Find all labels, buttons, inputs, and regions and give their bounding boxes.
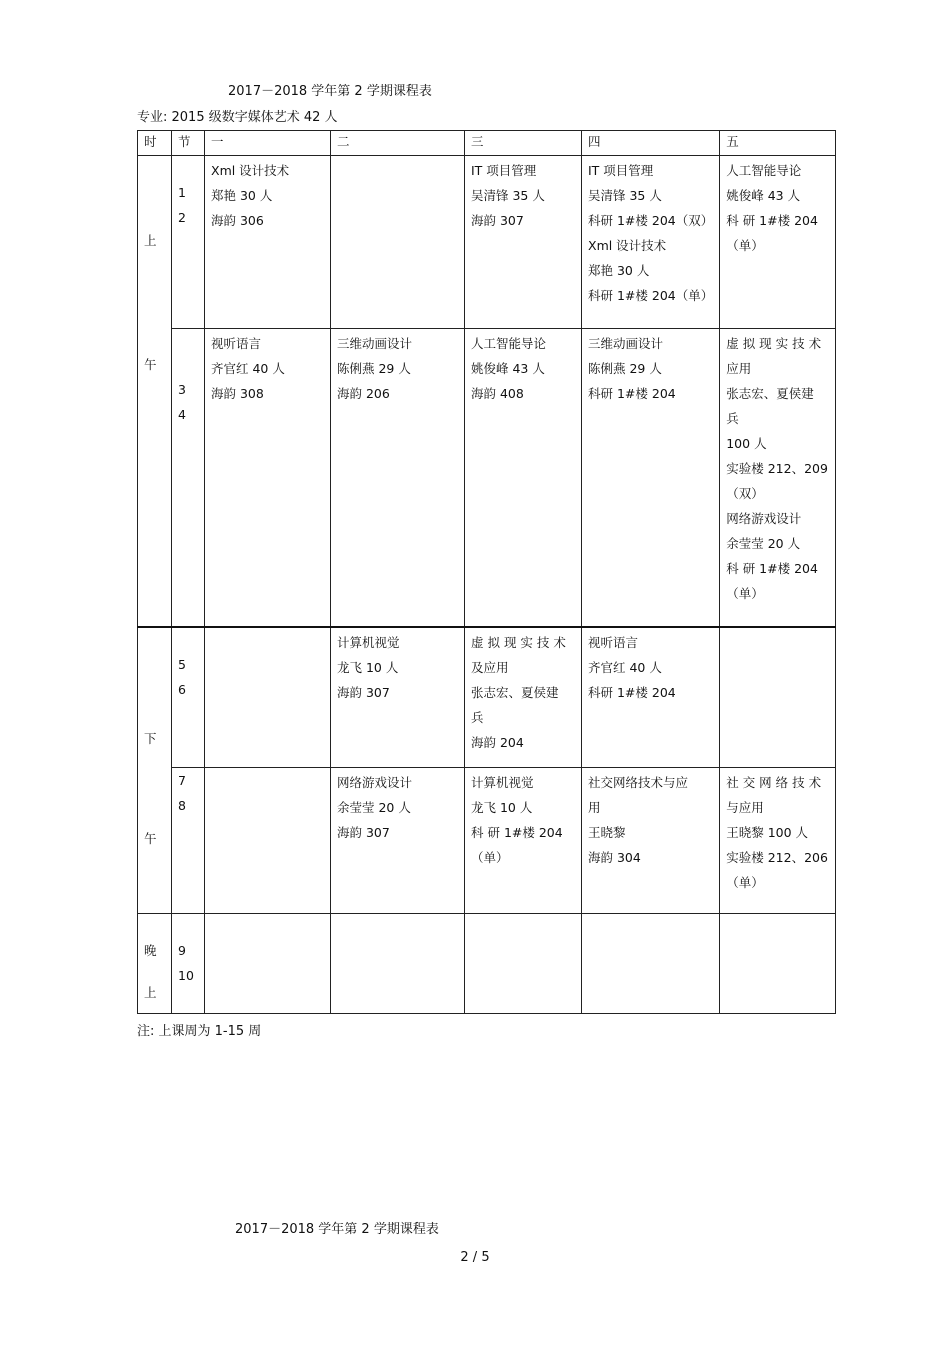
course-line: 海韵 306 [211, 213, 264, 228]
course-line: 海韵 307 [337, 685, 390, 700]
course-line: 王晓黎 100 人 [726, 824, 809, 840]
course-line: 郑艳 30 人 [588, 263, 650, 278]
course-line: 科研 1#楼 204（单） [588, 288, 714, 303]
cell-p78-fri [720, 767, 836, 913]
course-line: 海韵 408 [471, 385, 524, 401]
course-line: （单） [726, 238, 764, 253]
period-num: 3 [178, 381, 186, 397]
course-line: 三维动画设计 [337, 335, 413, 351]
col-header-wed: 三 [465, 131, 582, 156]
course-line: 及应用 [471, 660, 509, 675]
cell-p12-mon [205, 156, 331, 329]
course-line: IT 项目管理 [471, 163, 537, 178]
period-910 [172, 914, 205, 1014]
cell-p910-wed [465, 914, 582, 1014]
course-line: （单） [726, 585, 764, 601]
section-morning [138, 156, 172, 628]
course-line: 应用 [726, 360, 752, 376]
col-header-mon: 一 [205, 131, 331, 156]
course-line: 海韵 308 [211, 385, 264, 401]
period-num: 6 [178, 682, 186, 697]
period-num: 1 [178, 185, 186, 200]
course-line: 社 交 网 络 技 术 [726, 774, 822, 790]
course-line: 科研 1#楼 204（双） [588, 213, 714, 228]
course-line: 齐官红 40 人 [211, 360, 285, 376]
period-12 [172, 156, 205, 329]
course-line: 视听语言 [588, 635, 639, 650]
cell-p78-mon [205, 767, 331, 913]
cell-p34-tue [331, 328, 465, 627]
cell-p910-fri [720, 914, 836, 1014]
course-line: 人工智能导论 [471, 335, 547, 351]
course-line: 实验楼 212、206 [726, 849, 828, 865]
course-line: 齐官红 40 人 [588, 660, 662, 675]
course-line: 姚俊峰 43 人 [471, 360, 545, 376]
course-line: 计算机视觉 [337, 635, 400, 650]
cell-p78-thu [582, 767, 720, 913]
period-num: 10 [178, 968, 194, 983]
course-line: 兵 [471, 710, 484, 725]
period-num: 2 [178, 210, 186, 225]
period-34 [172, 328, 205, 627]
row-p910 [138, 914, 836, 1014]
row-p78 [138, 767, 836, 913]
course-line: 人工智能导论 [726, 163, 802, 178]
course-line: 视听语言 [211, 335, 262, 351]
cell-p56-thu [582, 627, 720, 767]
period-56 [172, 627, 205, 767]
period-num: 7 [178, 772, 186, 788]
section-morning-char1: 上 [144, 233, 157, 248]
cell-p34-mon [205, 328, 331, 627]
col-header-fri: 五 [720, 131, 836, 156]
row-p56 [138, 627, 836, 767]
course-line: （单） [471, 849, 509, 865]
section-morning-char2: 午 [144, 357, 157, 372]
cell-p34-wed [465, 328, 582, 627]
course-line: 海韵 206 [337, 385, 390, 401]
period-num: 5 [178, 657, 186, 672]
section-evening [138, 914, 172, 1014]
cell-p12-fri [720, 156, 836, 329]
course-line: 姚俊峰 43 人 [726, 188, 801, 203]
page-number: 2 / 5 [460, 1250, 490, 1265]
major-info: 专业: 2015 级数字媒体艺术 42 人 [137, 110, 338, 125]
cell-p12-wed [465, 156, 582, 329]
course-line: 100 人 [726, 435, 767, 451]
course-line: 与应用 [726, 799, 764, 815]
period-num: 4 [178, 406, 186, 422]
col-header-tue: 二 [331, 131, 465, 156]
course-line: 余莹莹 20 人 [726, 535, 801, 551]
course-line: 张志宏、夏侯建 [726, 385, 814, 401]
section-evening-char1: 晚 [144, 943, 157, 958]
course-line: 海韵 304 [588, 849, 641, 865]
row-p12 [138, 156, 836, 329]
cell-p910-thu [582, 914, 720, 1014]
course-line: 虚 拟 现 实 技 术 [471, 635, 566, 650]
course-line: 陈俐燕 29 人 [337, 360, 411, 376]
header-row [138, 131, 836, 156]
course-line: 郑艳 30 人 [211, 188, 273, 203]
course-line: 海韵 204 [471, 735, 524, 750]
cell-p910-mon [205, 914, 331, 1014]
cell-p56-tue [331, 627, 465, 767]
course-line: 虚 拟 现 实 技 术 [726, 335, 822, 351]
period-78 [172, 767, 205, 913]
section-evening-char2: 上 [144, 985, 157, 1000]
page-title: 2017－2018 学年第 2 学期课程表 [228, 84, 432, 99]
course-line: 海韵 307 [471, 213, 524, 228]
course-line: 科 研 1#楼 204 [726, 213, 818, 228]
course-line: 科研 1#楼 204 [588, 685, 676, 700]
course-line: （双） [726, 485, 764, 501]
cell-p910-tue [331, 914, 465, 1014]
course-line: 科研 1#楼 204 [588, 385, 676, 401]
cell-p78-wed [465, 767, 582, 913]
cell-p78-tue [331, 767, 465, 913]
course-line: 三维动画设计 [588, 335, 664, 351]
course-line: Xml 设计技术 [588, 238, 667, 253]
col-header-time: 时 [138, 131, 172, 156]
cell-p34-thu [582, 328, 720, 627]
footnote: 注: 上课周为 1-15 周 [137, 1024, 262, 1039]
row-p34 [138, 328, 836, 627]
section-afternoon [138, 627, 172, 914]
course-line: 陈俐燕 29 人 [588, 360, 662, 376]
course-line: 网络游戏设计 [726, 510, 802, 526]
timetable [137, 130, 836, 1014]
period-num: 9 [178, 943, 186, 958]
course-line: 社交网络技术与应 [588, 774, 689, 790]
course-line: 张志宏、夏侯建 [471, 685, 559, 700]
course-line: 吴清锋 35 人 [471, 188, 545, 203]
course-line: 实验楼 212、209 [726, 460, 828, 476]
course-line: 王晓黎 [588, 824, 626, 840]
course-line: （单） [726, 874, 764, 890]
period-num: 8 [178, 797, 186, 813]
course-line: 龙飞 10 人 [471, 799, 533, 815]
course-line: 吴清锋 35 人 [588, 188, 662, 203]
course-line: 网络游戏设计 [337, 774, 413, 790]
section-afternoon-char2: 午 [144, 831, 157, 846]
course-line: 海韵 307 [337, 824, 390, 840]
cell-p56-mon [205, 627, 331, 767]
section-afternoon-char1: 下 [144, 731, 157, 746]
course-line: IT 项目管理 [588, 163, 654, 178]
course-line: 兵 [726, 410, 739, 426]
cell-p56-fri [720, 627, 836, 767]
course-line: 计算机视觉 [471, 774, 534, 790]
cell-p12-thu [582, 156, 720, 329]
cell-p12-tue [331, 156, 465, 329]
cell-p34-fri [720, 328, 836, 627]
course-line: 龙飞 10 人 [337, 660, 399, 675]
next-page-title: 2017－2018 学年第 2 学期课程表 [235, 1222, 439, 1237]
course-line: 科 研 1#楼 204 [726, 560, 818, 576]
col-header-period: 节 [172, 131, 205, 156]
col-header-thu: 四 [582, 131, 720, 156]
course-line: 余莹莹 20 人 [337, 799, 411, 815]
cell-p56-wed [465, 627, 582, 767]
course-line: 科 研 1#楼 204 [471, 824, 563, 840]
course-line: Xml 设计技术 [211, 163, 290, 178]
course-line: 用 [588, 799, 601, 815]
